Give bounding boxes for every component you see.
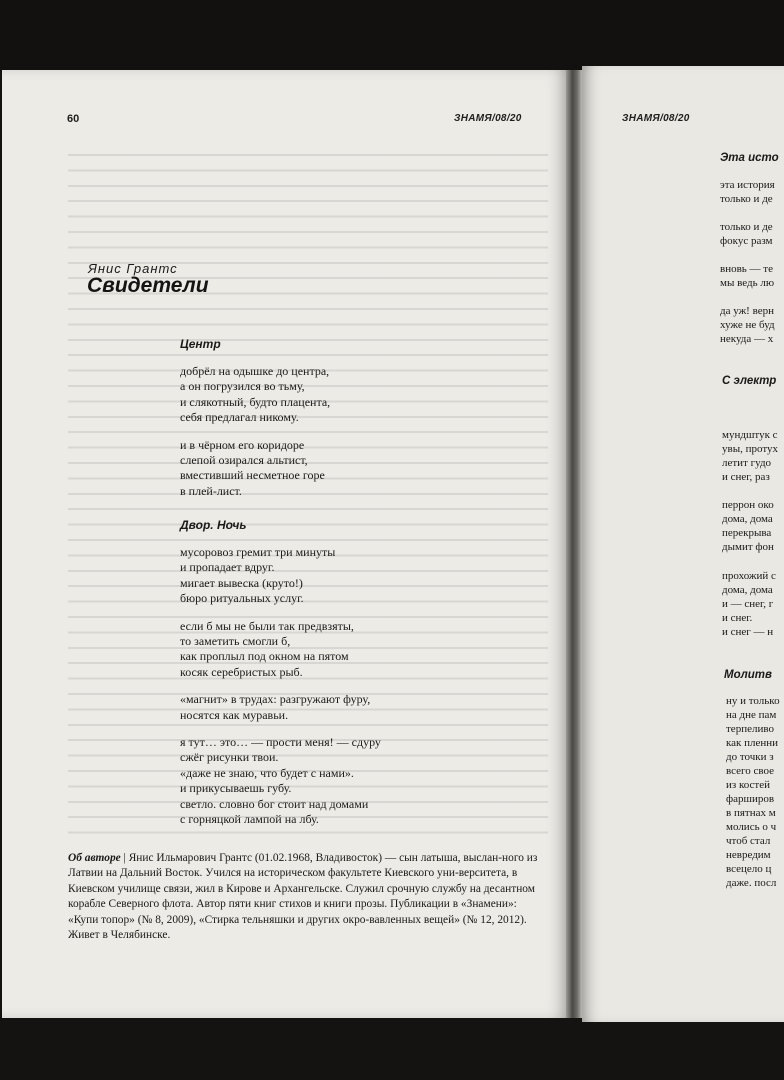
about-author: [68, 851, 548, 943]
stanza: [180, 735, 540, 827]
stanza: [180, 545, 540, 607]
scanner-background-top: [0, 0, 784, 72]
right-verse-line: дома, дома: [722, 584, 773, 596]
right-verse-line: на дне пам: [726, 709, 777, 721]
right-verse-line: до точки з: [726, 751, 774, 763]
right-verse-line: невредим: [726, 849, 771, 861]
right-section-title: Эта исто: [720, 152, 779, 164]
verse-line: «даже не знаю, что будет с нами».: [180, 765, 354, 780]
right-verse-line: мундштук с: [722, 429, 778, 441]
right-verse-line: терпеливо: [726, 723, 774, 735]
verse-line: слепой озирался альтист,: [180, 453, 308, 468]
right-verse-line: перекрыва: [722, 527, 772, 539]
right-verse-line: ну и только: [726, 695, 780, 707]
right-verse-line: хуже не буд: [720, 319, 775, 331]
right-verse-line: только и де: [720, 193, 773, 205]
right-verse-line: как пленни: [726, 737, 779, 749]
poem-section-center: [180, 336, 540, 511]
scanner-background-bottom: [0, 1012, 784, 1080]
right-verse-line: только и де: [720, 221, 773, 233]
right-verse-line: да уж! верн: [720, 305, 774, 317]
verse-line: мусоровоз гремит три минуты: [180, 545, 336, 559]
page-number: 60: [67, 113, 80, 125]
verse-line: и слякотный, будто плацента,: [180, 394, 331, 409]
right-verse-line: и — снег, г: [722, 598, 774, 610]
right-verse-line: фокус разм: [720, 235, 773, 247]
verse-line: добрёл на одышке до центра,: [180, 364, 330, 378]
right-verse-line: дома, дома: [722, 513, 773, 525]
right-verse-line: даже. посл: [726, 877, 777, 889]
verse-line: «магнит» в трудах: разгружают фуру,: [180, 692, 371, 707]
right-verse-line: летит гудо: [722, 457, 772, 469]
right-verse-line: мы ведь лю: [720, 277, 775, 289]
right-section-title: Молитв: [724, 669, 772, 681]
right-verse-line: некуда — х: [720, 333, 774, 345]
right-verse-line: и снег, раз: [722, 471, 770, 483]
verse-line: а он погрузился во тьму,: [180, 379, 305, 394]
verse-line: если б мы не были так предвзяты,: [180, 618, 354, 633]
verse-line: и прикусываешь губу.: [180, 781, 292, 796]
right-verse-line: перрон око: [722, 499, 774, 511]
verse-line: и в чёрном его коридоре: [180, 437, 305, 452]
verse-line: косяк серебристых рыб.: [180, 664, 303, 679]
verse-line: то заметить смогли б,: [180, 634, 291, 649]
stanza: [180, 438, 540, 500]
right-verse-line: дымит фон: [722, 541, 774, 553]
right-verse-line: всецело ц: [726, 863, 772, 875]
right-journal-issue: ЗНАМЯ/08/20: [622, 113, 690, 124]
verse-line: светло. словно бог стоит над домами: [180, 796, 369, 811]
verse-line: как проплыл под окном на пятом: [180, 649, 349, 664]
verse-line: бюро ритуальных услуг.: [180, 591, 304, 606]
right-verse-line: всего свое: [726, 765, 775, 777]
right-verse-line: и снег.: [722, 612, 753, 624]
verse-line: носятся как муравьи.: [180, 707, 289, 722]
about-author-separator: |: [120, 852, 129, 864]
verse-line: с горняцкой лампой на лбу.: [180, 812, 319, 827]
verse-line: сжёг рисунки твои.: [180, 750, 279, 765]
right-verse-line: вновь — те: [720, 263, 773, 275]
right-verse-line: и снег — н: [722, 626, 774, 638]
journal-issue: ЗНАМЯ/08/20: [454, 113, 522, 124]
verse-line: я тут… это… — прости меня! — сдуру: [180, 735, 381, 750]
right-verse-line: в пятнах м: [726, 807, 776, 819]
stanza: [180, 364, 540, 426]
right-verse-line: увы, протух: [722, 443, 778, 455]
right-verse-line: прохожий с: [722, 570, 776, 582]
right-verse-line: из костей: [726, 779, 770, 791]
stanza: [180, 619, 540, 681]
section-title: Центр: [180, 337, 221, 351]
stanza: [180, 692, 540, 723]
verse-line: и пропадает вдруг.: [180, 560, 275, 575]
verse-line: в плей-лист.: [180, 483, 242, 498]
verse-line: мигает вывеска (круто!): [180, 575, 303, 590]
poem-cycle-title: Свидетели: [87, 274, 209, 297]
author-name: Янис Грантс: [88, 261, 178, 276]
right-verse-line: молись о ч: [726, 821, 777, 833]
verse-line: вместивший несметное горе: [180, 468, 325, 483]
poem-section-courtyard-night: [180, 517, 540, 840]
right-verse-line: эта история: [720, 179, 775, 191]
right-verse-line: чтоб стал: [726, 835, 771, 847]
about-author-label: Об авторе: [68, 852, 121, 864]
book-gutter: [566, 70, 582, 1018]
about-author-text: Янис Ильмарович Грантс (01.02.1968, Владивосток) — сын латыша, выслан-ного из Латвии на Дальний Восток. Учился на историческом факультете Киевского уни-верситета, в Киевском училище связи, жил в Кирове и Архангельске. Служил срочную службу на десантном корабле Северного флота. Автор пяти книг стихов и книги прозы. Публикации в «Знамени»: «Купи топор» (№ 8, 2009), «Стирка тельняшки и других окро-вавленных вещей» (№ 12, 2012). Живет в Челябинске.: [68, 852, 538, 942]
right-verse-line: фарширов: [726, 793, 775, 805]
section-title: Двор. Ночь: [180, 518, 247, 532]
verse-line: себя предлагал никому.: [180, 410, 299, 425]
right-section-title: С электр: [722, 375, 777, 387]
